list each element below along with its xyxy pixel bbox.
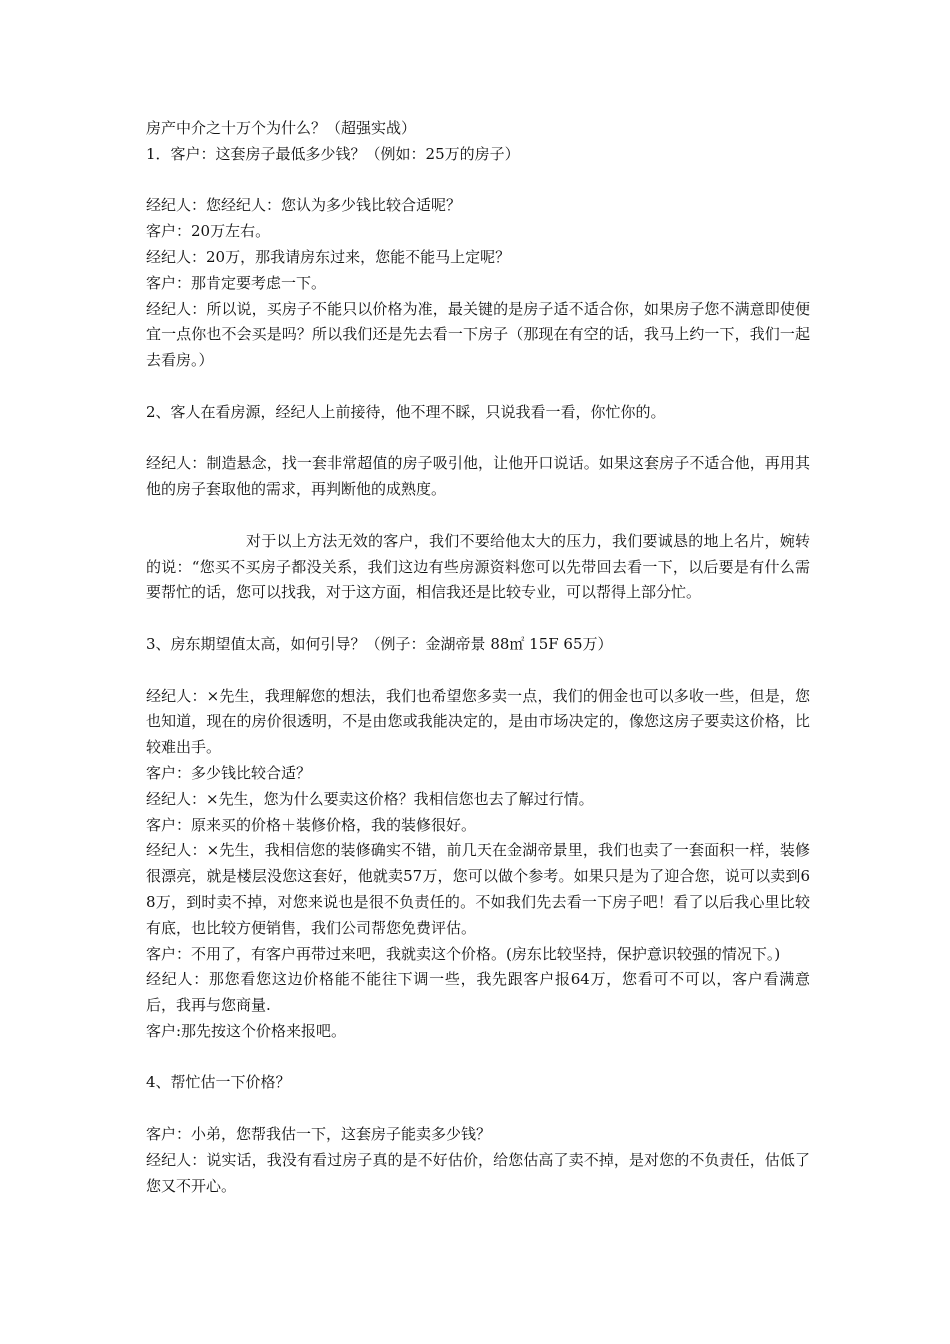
blank-line: [146, 658, 810, 684]
question-1-heading: 1．客户：这套房子最低多少钱？（例如：25万的房子）: [146, 144, 520, 163]
question-3-heading: 3、房东期望值太高，如何引导？（例子：金湖帝景 88㎡ 15F 65万）: [146, 634, 613, 653]
indented-paragraph: 对于以上方法无效的客户，我们不要给他太大的压力，我们要诚恳的地上名片，婉转的说：“您买不买房子都没关系，我们这边有些房源资料您可以先带回去看一下，以后要是有什么需要帮忙的话，您可以找我，对于这方面，相信我还是比较专业，可以帮得上部分忙。: [146, 531, 810, 602]
dialogue-line: 经纪人：您经纪人：您认为多少钱比较合适呢？: [146, 196, 462, 215]
dialogue-line: 经纪人：说实话，我没有看过房子真的是不好估价，给您估高了卖不掉，是对您的不负责任，估低了您又不开心。: [146, 1150, 810, 1195]
blank-line: [146, 1096, 810, 1122]
dialogue-line: 经纪人：那您看您这边价格能不能往下调一些，我先跟客户报64万，您看可不可以，客户看满意后，我再与您商量.: [146, 970, 810, 1015]
dialogue-line: 客户：不用了，有客户再带过来吧，我就卖这个价格。(房东比较坚持，保护意识较强的情况下。): [146, 944, 781, 963]
dialogue-line: 客户：那肯定要考虑一下。: [146, 273, 327, 292]
question-2-heading: 2、客人在看房源，经纪人上前接待，他不理不睬，只说我看一看，你忙你的。: [146, 402, 666, 421]
blank-line: [146, 168, 810, 194]
blank-line: [146, 374, 810, 400]
dialogue-line: 经纪人：×先生，我理解您的想法，我们也希望您多卖一点，我们的佣金也可以多收一些，但是，您也知道，现在的房价很透明，不是由您或我能决定的，是由市场决定的，像您这房子要卖这价格，比较难出手。: [146, 686, 810, 757]
dialogue-line: 客户：原来买的价格＋装修价格，我的装修很好。: [146, 815, 477, 834]
dialogue-line: 客户：小弟，您帮我估一下，这套房子能卖多少钱？: [146, 1125, 492, 1144]
document-body: [146, 116, 810, 1199]
dialogue-line: 经纪人：制造悬念，找一套非常超值的房子吸引他，让他开口说话。如果这套房子不适合他，再用其他的房子套取他的需求，再判断他的成熟度。: [146, 454, 810, 499]
blank-line: [146, 606, 810, 632]
dialogue-line: 经纪人：×先生，您为什么要卖这价格？我相信您也去了解过行情。: [146, 789, 594, 808]
dialogue-line: 经纪人：20万，那我请房东过来，您能不能马上定呢？: [146, 247, 511, 266]
dialogue-line: 客户:那先按这个价格来报吧。: [146, 1021, 347, 1040]
dialogue-line: 经纪人：所以说，买房子不能只以价格为准，最关键的是房子适不适合你，如果房子您不满意即使便宜一点你也不会买是吗？所以我们还是先去看一下房子（那现在有空的话，我马上约一下，我们一起去看房。）: [146, 299, 810, 370]
blank-line: [146, 503, 810, 529]
blank-line: [146, 426, 810, 452]
dialogue-line: 经纪人：×先生，我相信您的装修确实不错，前几天在金湖帝景里，我们也卖了一套面积一样，装修很漂亮，就是楼层没您这套好，他就卖57万，您可以做个参考。如果只是为了迎合您，说可以卖到68万，到时卖不掉，对您来说也是很不负责任的。不如我们先去看一下房子吧！看了以后我心里比较有底，也比较方便销售，我们公司帮您免费评估。: [146, 841, 810, 937]
blank-line: [146, 1045, 810, 1071]
document-title: 房产中介之十万个为什么？（超强实战）: [146, 119, 417, 137]
question-4-heading: 4、帮忙估一下价格？: [146, 1073, 291, 1092]
dialogue-line: 客户：20万左右。: [146, 222, 271, 241]
dialogue-line: 客户：多少钱比较合适？: [146, 763, 312, 782]
